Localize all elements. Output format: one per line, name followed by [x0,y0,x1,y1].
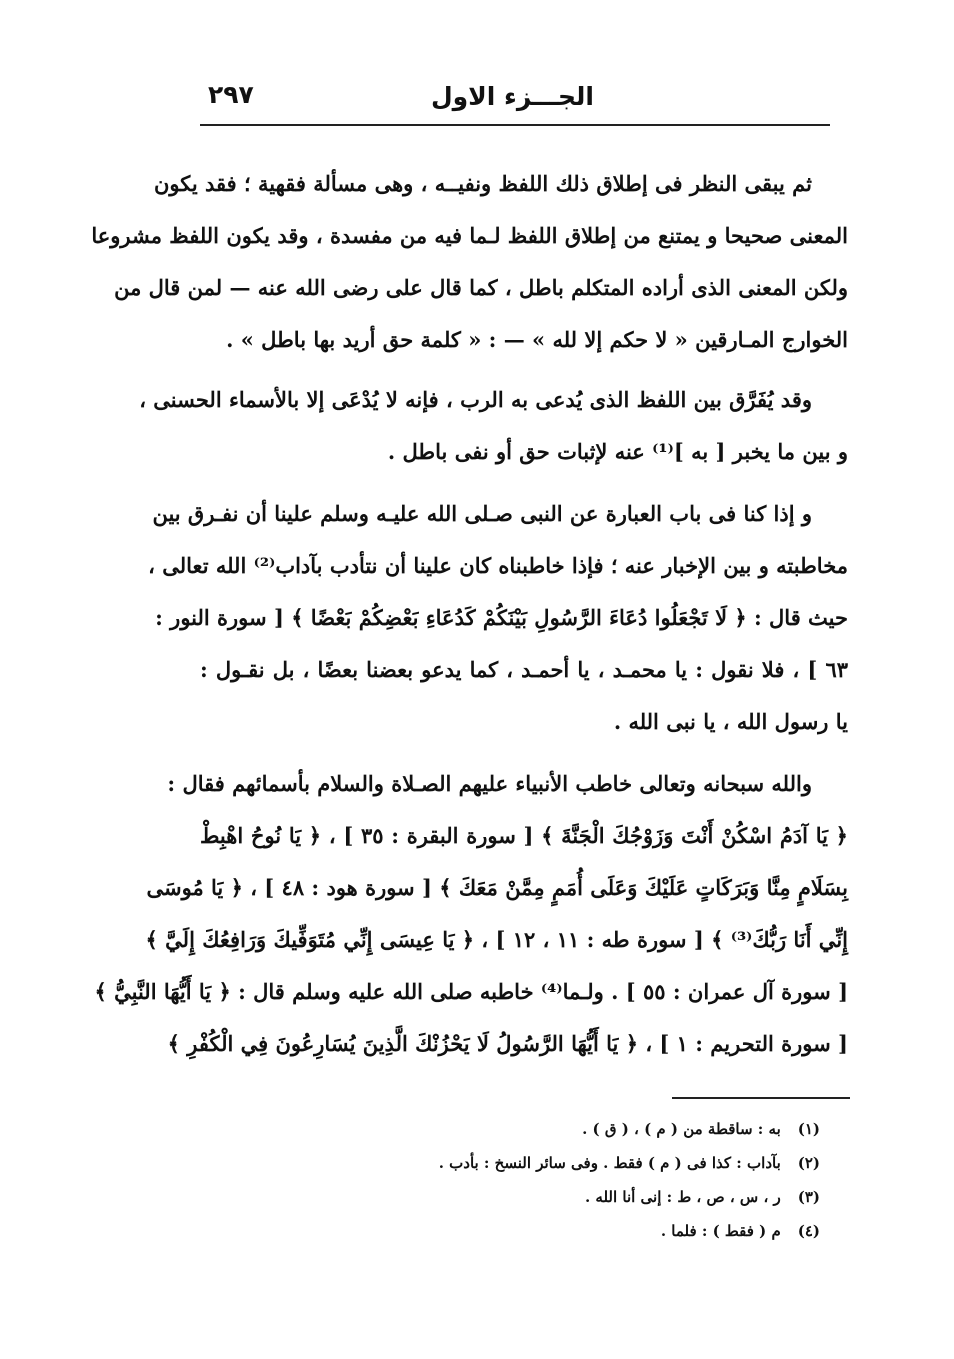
text-line: ٦٣ ] ، فلا نقول : يا محمـد ، يا أحمـد ، كما يدعو بعضنا بعضًا ، بل نقـول : [200,657,848,682]
main-text [91,158,848,1070]
text-line: ثم يبقى النظر فى إطلاق ذلك اللفظ ونفيــه ، وهى مسألة فقهية ؛ فقد يكون [153,171,812,196]
text-line: و إذا كنا فى باب العبارة عن النبى صـلى الله عليـه وسلم علينا أن نفـرق بين [152,501,812,526]
text-line: إِنِّي أَنَا رَبُّكَ⁽³⁾ ﴾ [ سورة طه : ١١ ، ١٢ ] ، ﴿ يَا عِيسَى إِنِّي مُتَوَفِّيكَ وَرَافِعُكَ إِلَيَّ ﴾ [145,927,848,952]
text-line: بِسَلَامٍ مِنَّا وَبَرَكَاتٍ عَلَيْكَ وَعَلَى أُمَمٍ مِمَّنْ مَعَكَ ﴾ [ سورة هود : ٤٨ ] ، ﴿ يَا مُوسَى [146,875,848,900]
text-line: [ سورة التحريم : ١ ] ، ﴿ يَا أَيُّهَا الرَّسُولُ لَا يَحْزُنْكَ الَّذِينَ يُسَارِعُونَ فِي الْكُفْرِ ﴾ [167,1031,848,1056]
text-line: [ سورة آل عمران : ٥٥ ] . ولـما⁽⁴⁾ خاطبه صلى الله عليه وسلم قال : ﴿ يَا أَيُّهَا النَّبِيُّ ﴾ [94,979,848,1004]
footnote-text: به : ساقطة من ( م ) ، ( ق ) . [582,1120,781,1138]
text-line: ﴿ يَا آدَمُ اسْكُنْ أَنْتَ وَزَوْجُكَ الْجَنَّةَ ﴾ [ سورة البقرة : ٣٥ ] ، ﴿ يَا نُوحُ اهْبِطْ [200,823,848,848]
footnote [400,1180,820,1214]
text-line: المعنى صحيحا و يمتنع من إطلاق اللفظ لـما فيه من مفسدة ، وقد يكون اللفظ مشروعا [91,223,848,248]
paragraph [91,158,848,366]
footnote-number: (١) [797,1120,820,1138]
footnote-number: (٣) [797,1188,820,1206]
footnote [400,1146,820,1180]
page-header [200,78,830,122]
footnote-text: ر ، س ، ص ، ط : إنى أنا الله . [584,1188,781,1206]
footnote-number: (٤) [797,1222,820,1240]
text-line: وقد يُفَرَّق بين اللفظ الذى يُدعى به الرب ، فإنه لا يُدْعَى إلا بالأسماء الحسنى ، [139,387,812,412]
text-line: يا رسول الله ، يا نبى الله . [613,709,848,734]
footnote-text: م ( فقط ) : فلما . [660,1222,781,1240]
header-divider [200,124,830,126]
footnote-divider [672,1097,850,1099]
running-title: الجـــزء الاول [430,82,594,111]
page-number: ٢٩٧ [208,80,254,109]
footnotes [400,1112,820,1248]
footnote-text: بآداب : كذا فى ( م ) فقط . وفى سائر النسخ : بأدب . [438,1154,781,1172]
paragraph [139,374,848,478]
text-line: و بين ما يخبر [ به ]⁽¹⁾ عنه لإثبات حق أو نفى باطل . [387,439,848,464]
footnote [400,1112,820,1146]
paragraph [94,758,848,1070]
text-line: مخاطبته و بين الإخبار عنه ؛ فإذا خاطبناه كان علينا أن نتأدب بآداب⁽²⁾ الله تعالى ، [148,553,848,578]
footnote-number: (٢) [797,1154,820,1172]
text-line: الخوارج المـارقين « لا حكم إلا لله » — : « كلمة حق أريد بها باطل » . [226,327,848,352]
text-line: حيث قال : ﴿ لَا تَجْعَلُوا دُعَاءَ الرَّسُولِ بَيْنَكُمْ كَدُعَاءِ بَعْضِكُمْ بَعْضًا ﴾ [ سورة النور : [155,605,848,630]
text-line: والله سبحانه وتعالى خاطب الأنبياء عليهم الصـلاة والسلام بأسمائهم فقال : [167,771,812,796]
paragraph [148,488,848,748]
text-line: ولكن المعنى الذى أراده المتكلم باطل ، كما قال على رضى الله عنه — لمن قال من [114,275,848,300]
footnote [400,1214,820,1248]
